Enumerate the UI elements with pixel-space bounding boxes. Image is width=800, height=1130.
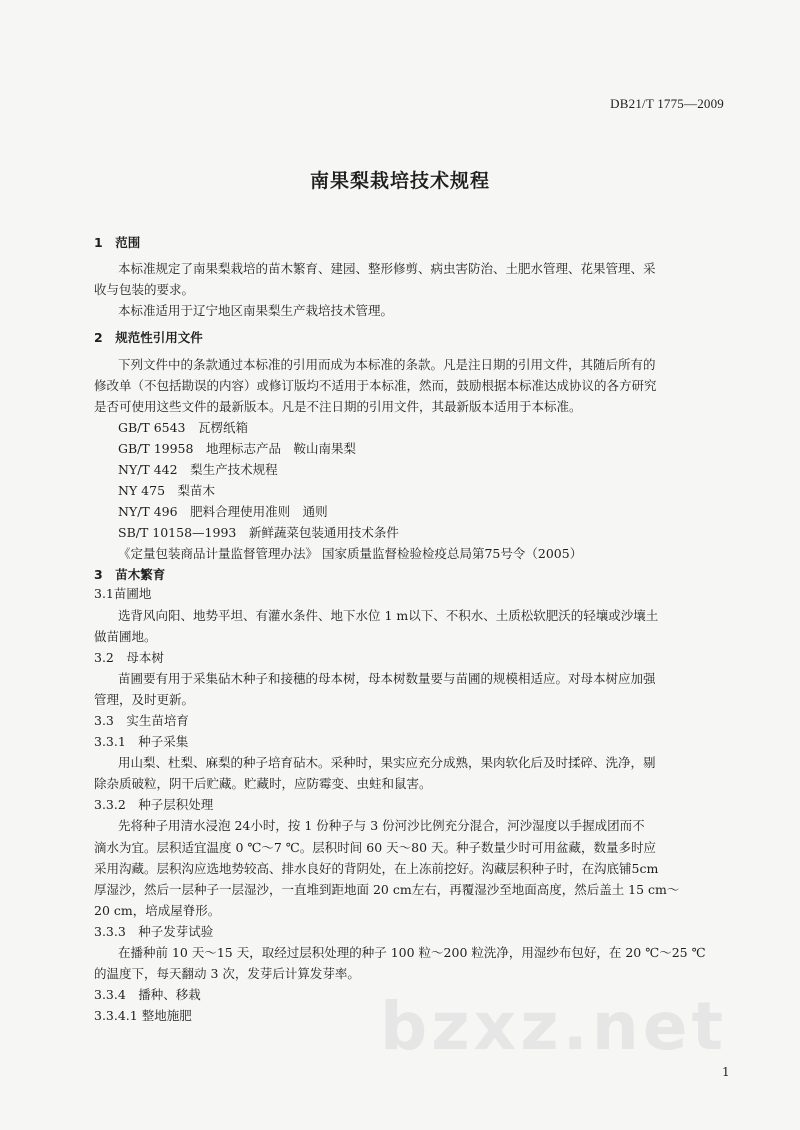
reference-item: GB/T 19958 地理标志产品 鞍山南果梨 <box>118 441 356 457</box>
subsection-heading: 3.3.4.1 整地施肥 <box>94 1008 192 1023</box>
section-heading: 3 苗木繁育 <box>94 566 166 582</box>
paragraph-line: 是否可使用这些文件的最新版本。凡是不注日期的引用文件，其最新版本适用于本标准。 <box>94 398 582 414</box>
paragraph-line: 用山梨、杜梨、麻梨的种子培育砧木。采种时，果实应充分成熟，果肉软化后及时揉碎、洗净，剔 <box>118 755 656 771</box>
reference-item: NY 475 梨苗木 <box>118 483 216 499</box>
watermark: bzxz.net <box>380 988 728 1065</box>
paragraph-line: 苗圃要有用于采集砧木种子和接穗的母本树，母本树数量要与苗圃的规模相适应。对母本树应加强 <box>118 671 656 686</box>
paragraph-line: 20 cm，培成屋脊形。 <box>94 902 221 918</box>
standard-code: DB21/T 1775—2009 <box>610 96 724 111</box>
section-heading: 1 范围 <box>94 235 141 250</box>
paragraph-line: 管理，及时更新。 <box>94 692 195 707</box>
reference-item: 《定量包装商品计量监督管理办法》 国家质量监督检验检疫总局第75号令（2005） <box>118 546 583 562</box>
reference-item: SB/T 10158—1993 新鲜蔬菜包装通用技术条件 <box>118 525 399 541</box>
paragraph-line: 修改单（不包括勘误的内容）或修订版均不适用于本标准，然而，鼓励根据本标准达成协议的各方研究 <box>94 377 657 393</box>
paragraph-line: 在播种前 10 天～15 天，取经过层积处理的种子 100 粒～200 粒洗净，用湿纱布包好，在 20 ℃～25 ℃ <box>118 944 706 960</box>
subsection-heading: 3.3.2 种子层积处理 <box>94 797 214 813</box>
paragraph-line: 滴水为宜。层积适宜温度 0 ℃～7 ℃。层积时间 60 天～80 天。种子数量少时可用盆藏，数量多时应 <box>94 839 657 855</box>
paragraph-line: 本标准适用于辽宁地区南果梨生产栽培技术管理。 <box>118 302 394 318</box>
subsection-heading: 3.3 实生苗培育 <box>94 713 189 729</box>
paragraph-line: 选背风向阳、地势平坦、有灌水条件、地下水位 1 m以下、不积水、土质松软肥沃的轻壤或沙壤土 <box>118 607 659 623</box>
reference-item: NY/T 442 梨生产技术规程 <box>118 462 278 478</box>
section-heading: 2 规范性引用文件 <box>94 330 203 346</box>
reference-item: NY/T 496 肥料合理使用准则 通则 <box>118 504 328 520</box>
subsection-heading: 3.3.4 播种、移栽 <box>94 986 201 1002</box>
document-title: 南果梨栽培技术规程 <box>309 170 490 192</box>
paragraph-line: 做苗圃地。 <box>94 628 157 644</box>
reference-item: GB/T 6543 瓦楞纸箱 <box>118 420 249 435</box>
paragraph-line: 厚湿沙，然后一层种子一层湿沙，一直堆到距地面 20 cm左右，再覆湿沙至地面高度，然后盖土 15 cm～ <box>94 881 680 897</box>
subsection-heading: 3.3.3 种子发芽试验 <box>94 923 214 939</box>
paragraph-line: 先将种子用清水浸泡 24小时，按 1 份种子与 3 份河沙比例充分混合，河沙湿度以手握成团而不 <box>118 818 645 834</box>
subsection-heading: 3.3.1 种子采集 <box>94 734 189 750</box>
subsection-heading: 3.1苗圃地 <box>94 585 152 601</box>
paragraph-line: 除杂质破粒，阴干后贮藏。贮藏时，应防霉变、虫蛀和鼠害。 <box>94 776 432 792</box>
paragraph-line: 采用沟藏。层积沟应选地势较高、排水良好的背阴处，在上冻前挖好。沟藏层积种子时，在沟底铺5cm <box>94 860 659 876</box>
paragraph-line: 本标准规定了南果梨栽培的苗木繁育、建园、整形修剪、病虫害防治、土肥水管理、花果管理、采 <box>118 260 656 276</box>
page-number: 1 <box>722 1065 730 1079</box>
paragraph-line: 下列文件中的条款通过本标准的引用而成为本标准的条款。凡是注日期的引用文件，其随后所有的 <box>118 356 656 372</box>
paragraph-line: 的温度下，每天翻动 3 次，发芽后计算发芽率。 <box>94 965 360 981</box>
paragraph-line: 收与包装的要求。 <box>94 281 195 297</box>
subsection-heading: 3.2 母本树 <box>94 649 164 665</box>
